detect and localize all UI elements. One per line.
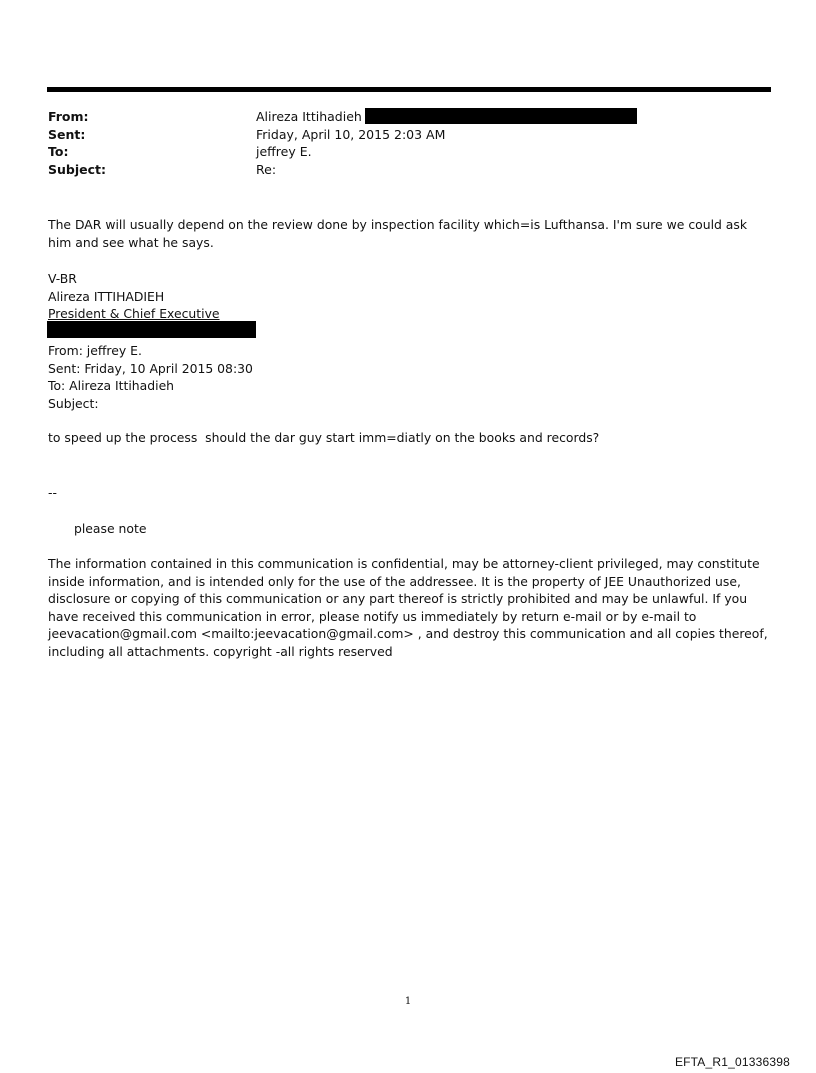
forwarded-sent: Sent: Friday, 10 April 2015 08:30: [48, 360, 253, 376]
reply-body: The DAR will usually depend on the review done by inspection facility which=is Lufthansa. I'm sure we could ask him and see what he says.: [48, 217, 748, 250]
from-row: [48, 108, 768, 126]
redaction-box: [365, 108, 637, 124]
subject-label: Subject:: [48, 161, 106, 177]
subject-value: Re:: [256, 161, 277, 177]
header-rule: [47, 87, 771, 92]
bates-number: EFTA_R1_01336398: [674, 1055, 790, 1069]
email-header: [48, 108, 768, 178]
from-label: From:: [48, 109, 89, 124]
page-number: 1: [404, 996, 412, 1007]
from-value: Alireza Ittihadieh: [256, 109, 362, 124]
forwarded-header: [48, 342, 773, 412]
signature-closing: V-BR: [48, 271, 77, 286]
to-row: [48, 143, 768, 161]
signature-name: Alireza ITTIHADIEH: [48, 288, 165, 304]
signature-block: [48, 270, 773, 323]
forwarded-to: To: Alireza Ittihadieh: [48, 378, 175, 393]
sent-label: Sent:: [48, 126, 86, 142]
forwarded-subject: Subject:: [48, 395, 99, 411]
subject-row: [48, 161, 768, 179]
to-label: To:: [48, 144, 69, 159]
footer-note: please note: [74, 521, 147, 536]
forwarded-body: to speed up the process should the dar guy start imm=diatly on the books and records?: [48, 430, 600, 445]
sent-value: Friday, April 10, 2015 2:03 AM: [256, 126, 446, 142]
disclaimer-text: The information contained in this communication is confidential, may be attorney-client privileged, may constitute inside information, and is intended only for the use of the addressee. It is the property of JEE Unauthorized use, disclosure or copying of this communication or any part thereof is strictly prohibited and may be unlawful. If you have received this communication in error, please notify us immediately by return e-mail or by e-mail to jeevacation@gmail.com <mailto:jeevacation@gmail.com> , and destroy this communication and all copies thereof, including all attachments. copyright -all rights reserved: [48, 556, 768, 659]
from-value-wrap: [256, 108, 637, 126]
footer-separator: --: [48, 485, 57, 500]
forwarded-from: From: jeffrey E.: [48, 343, 142, 358]
signature-title: President & Chief Executive: [48, 306, 220, 321]
redaction-box: [47, 321, 256, 338]
to-value: jeffrey E.: [256, 144, 312, 159]
sent-row: [48, 126, 768, 144]
